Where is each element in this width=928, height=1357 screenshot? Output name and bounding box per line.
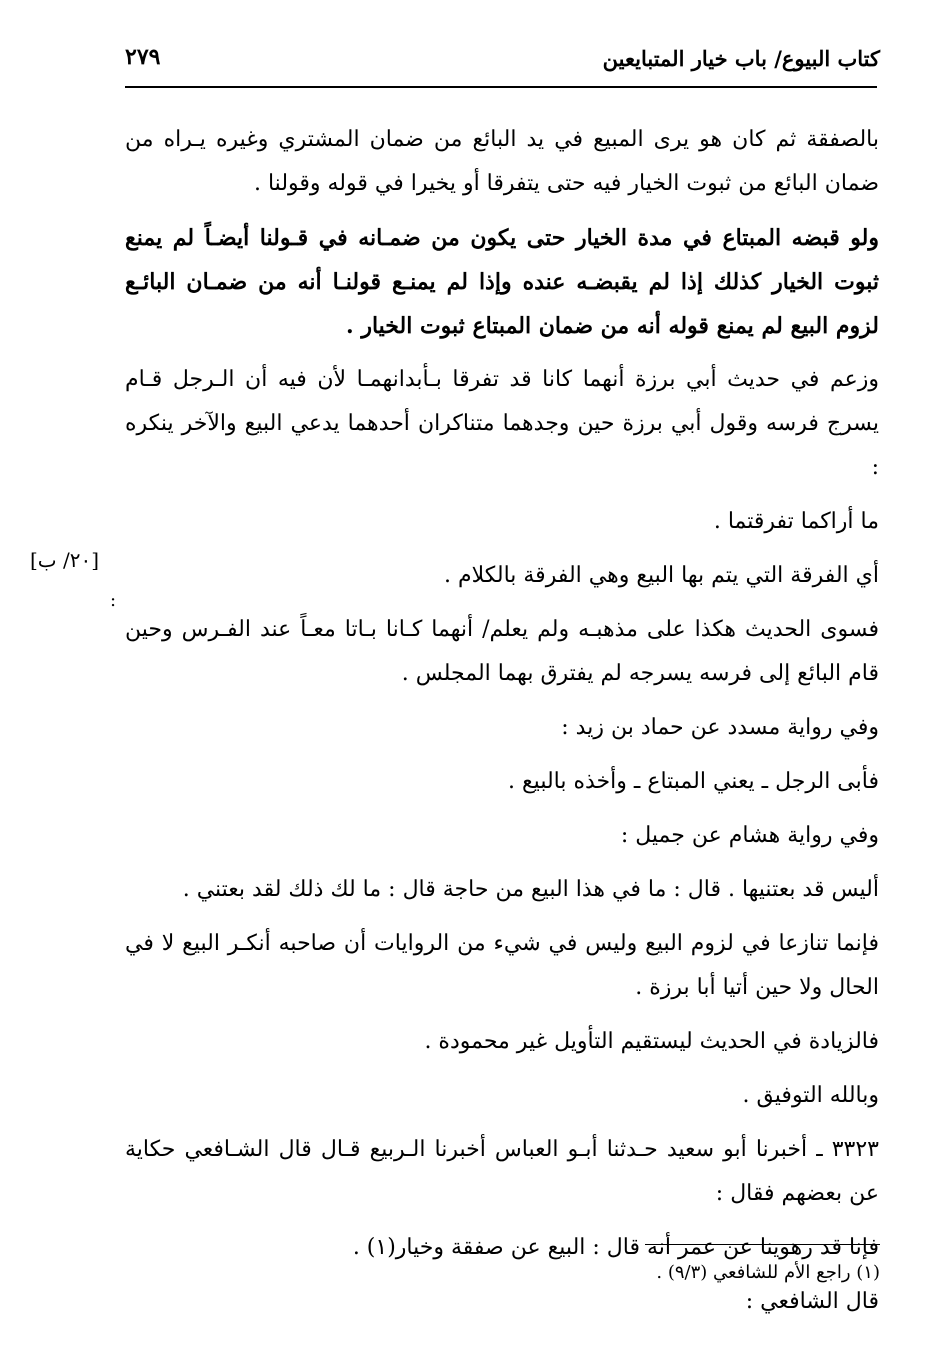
paragraph: فالزيادة في الحديث ليستقيم التأويل غير محمودة . — [424, 1029, 879, 1054]
paragraph: وفي رواية مسدد عن حماد بن زيد : — [561, 715, 879, 740]
paragraph: بالصفقة ثم كان هو يرى المبيع في يد البائع من ضمان المشتري وغيره يـراه من ضمان البائع من ثبوت الخيار فيه حتى يتفرقا أو يخيرا في قوله وقولنا . — [125, 127, 879, 196]
footnote-rule — [645, 1244, 880, 1245]
paragraph: فإنما تنازعا في لزوم البيع وليس في شيء من الروايات أن صاحبه أنكـر البيع لا في الحال ولا حين أتيا أبا برزة . — [125, 931, 879, 1000]
manuscript-folio-note: [٢٠/ ب] — [30, 548, 100, 572]
page-number: ٢٧٩ — [125, 44, 161, 70]
paragraph: ولو قبضه المبتاع في مدة الخيار حتى يكون من ضمـانه في قـولنا أيضـاً لم يمنع ثبوت الخيار كذلك إذا لم يقبضـه عنده وإذا لم يمنـع قولنـا أنه من ضمـان البائـع لزوم البيع لم يمنع قوله أنه من ضمان المبتاع ثبوت الخيار . — [125, 225, 879, 339]
paragraph: فأبى الرجل ـ يعني المبتاع ـ وأخذه بالبيع . — [507, 769, 879, 794]
paragraph: ما أراكما تفرقتما . — [713, 509, 879, 534]
paragraph: أليس قد بعتنيها . قال : ما في هذا البيع من حاجة قال : ما لك ذلك لقد بعتني . — [182, 877, 879, 902]
hadith-paragraph: ٣٣٢٣ ـ أخبرنا أبو سعيد حـدثنا أبـو العباس أخبرنا الـربيع قـال قال الشـافعي حكاية عن بعضهم فقال : — [125, 1137, 879, 1206]
footnote: (١) راجع الأم للشافعي (٩/٣) . — [656, 1262, 880, 1283]
paragraph: وبالله التوفيق . — [742, 1083, 879, 1108]
header-rule — [125, 86, 877, 88]
paragraph: فسوى الحديث هكذا على مذهبـه ولم يعلم/ أنهما كـانا بـاتا معـاً عند الفـرس وحين قام البائع إلى فرسه يسرجه لم يفترق بهما المجلس . — [125, 617, 879, 686]
body-text — [125, 118, 879, 1334]
running-header-title: كتاب البيوع/ باب خيار المتبايعين — [602, 46, 880, 71]
margin-mark: : — [110, 590, 117, 611]
paragraph: فإنا قد رهوينا عن عمر أنه قال : البيع عن صفقة وخيار(١) . — [352, 1235, 879, 1260]
paragraph: قال الشافعي : — [745, 1289, 879, 1314]
paragraph: وفي رواية هشام عن جميل : — [620, 823, 879, 848]
paragraph: أي الفرقة التي يتم بها البيع وهي الفرقة بالكلام . — [443, 563, 879, 588]
paragraph: وزعم في حديث أبي برزة أنهما كانا قد تفرقا بـأبدانهمـا لأن فيه أن الـرجل قـام يسرج فرسه وقول أبي برزة حين وجدهما متناكران أحدهما يدعي البيع والآخر ينكره : — [125, 367, 879, 480]
